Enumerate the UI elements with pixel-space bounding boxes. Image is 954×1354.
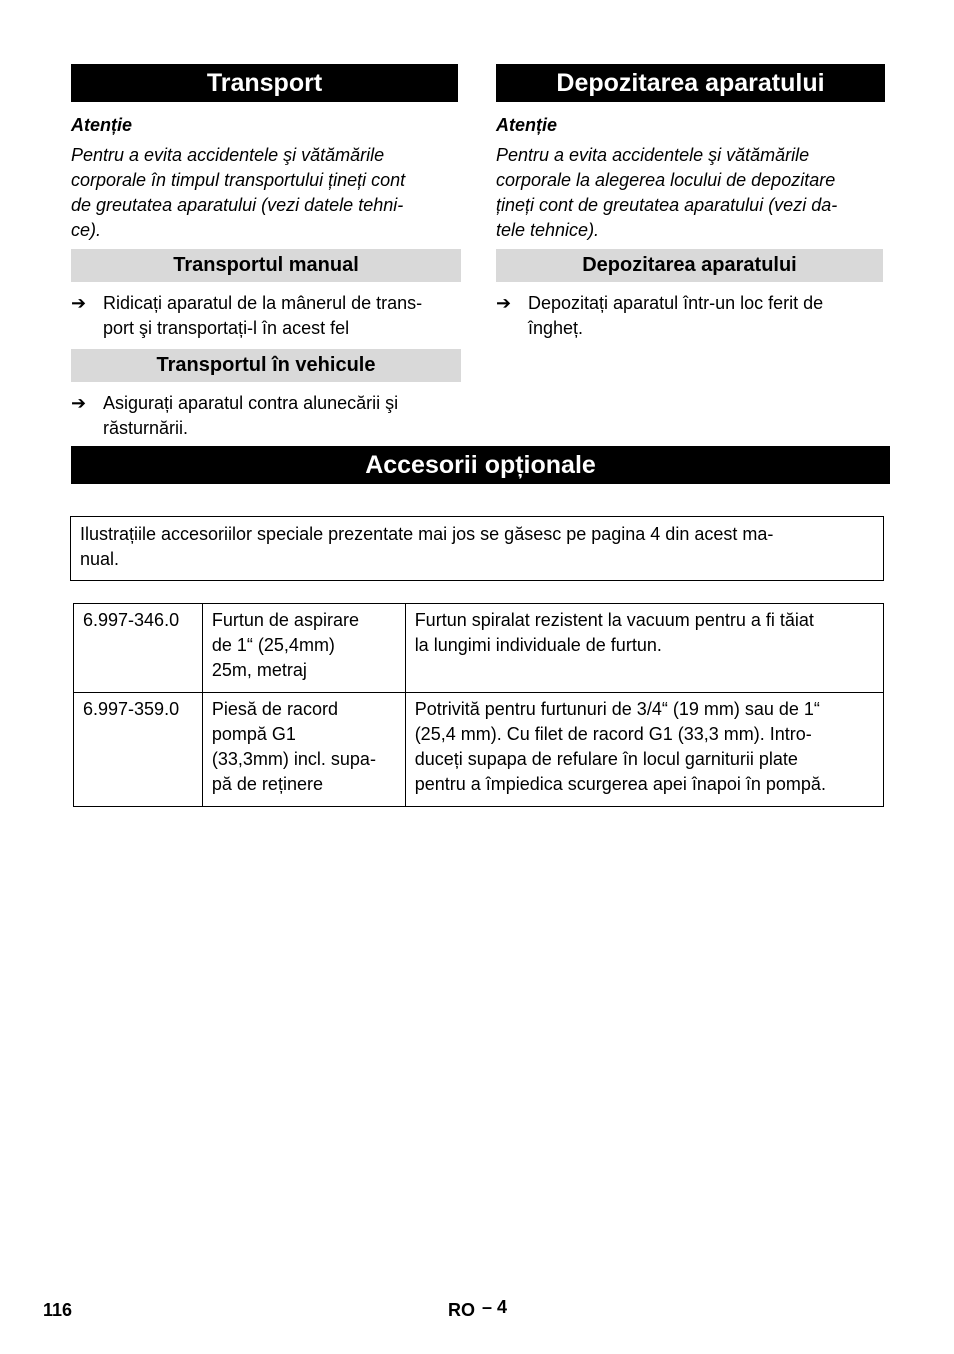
arrow-right-icon: ➔: [71, 393, 87, 413]
bullet-item: [71, 291, 466, 341]
footer-lang: RO: [448, 1300, 475, 1320]
accessories-table: [73, 603, 884, 807]
bullet-text: Asigurați aparatul contra alunecării şi răsturnării.: [103, 393, 399, 438]
part-number: 6.997-346.0: [74, 604, 203, 693]
info-box: Ilustrațiile accesoriilor speciale prezentate mai jos se găsesc pe pagina 4 din acest ma- nual.: [70, 516, 884, 581]
part-name: Furtun de aspirare de 1“ (25,4mm) 25m, metraj: [202, 604, 405, 693]
subsection-title-vehicles: Transportul în vehicule: [71, 349, 461, 382]
bullet-item: [496, 291, 891, 341]
note-title: Atenție: [71, 115, 133, 135]
bullet-text: Ridicați aparatul de la mânerul de trans- port şi transportați-l în acest fel: [103, 293, 423, 338]
table-row: [74, 604, 884, 693]
bullet-item: [71, 391, 466, 441]
part-description: Furtun spiralat rezistent la vacuum pentru a fi tăiat la lungimi individuale de furtun.: [405, 604, 883, 693]
page-number: 116: [43, 1300, 73, 1320]
section-title-transport: Transport: [71, 64, 458, 102]
subsection-title-storage: Depozitarea aparatului: [496, 249, 883, 282]
arrow-right-icon: ➔: [71, 293, 87, 313]
bullet-text: Depozitați aparatul într-un loc ferit de îngheț.: [528, 293, 824, 338]
arrow-right-icon: ➔: [496, 293, 512, 313]
note-title: Atenție: [496, 115, 558, 135]
section-title-storage: Depozitarea aparatului: [496, 64, 885, 102]
part-name: Piesă de racord pompă G1 (33,3mm) incl. supa- pă de reținere: [202, 693, 405, 807]
section-title-accessories: Accesorii opționale: [71, 446, 890, 484]
part-number: 6.997-359.0: [74, 693, 203, 807]
note-text: Pentru a evita accidentele şi vătămările corporale în timpul transportului țineți cont de greutatea aparatului (vezi datele tehni- ce).: [71, 145, 406, 240]
subsection-title-manual: Transportul manual: [71, 249, 461, 282]
note-text: Pentru a evita accidentele şi vătămările corporale la alegerea locului de depozitare țineți cont de greutatea aparatului (vezi da- tele tehnice).: [496, 145, 838, 240]
table-row: [74, 693, 884, 807]
footer-section: – 4: [482, 1297, 508, 1317]
part-description: Potrivită pentru furtunuri de 3/4“ (19 mm) sau de 1“ (25,4 mm). Cu filet de racord G1 (33,3 mm). Intro- duceți supapa de refulare în locul garniturii plate pentru a împiedica scurgerea apei înapoi în pompă.: [405, 693, 883, 807]
